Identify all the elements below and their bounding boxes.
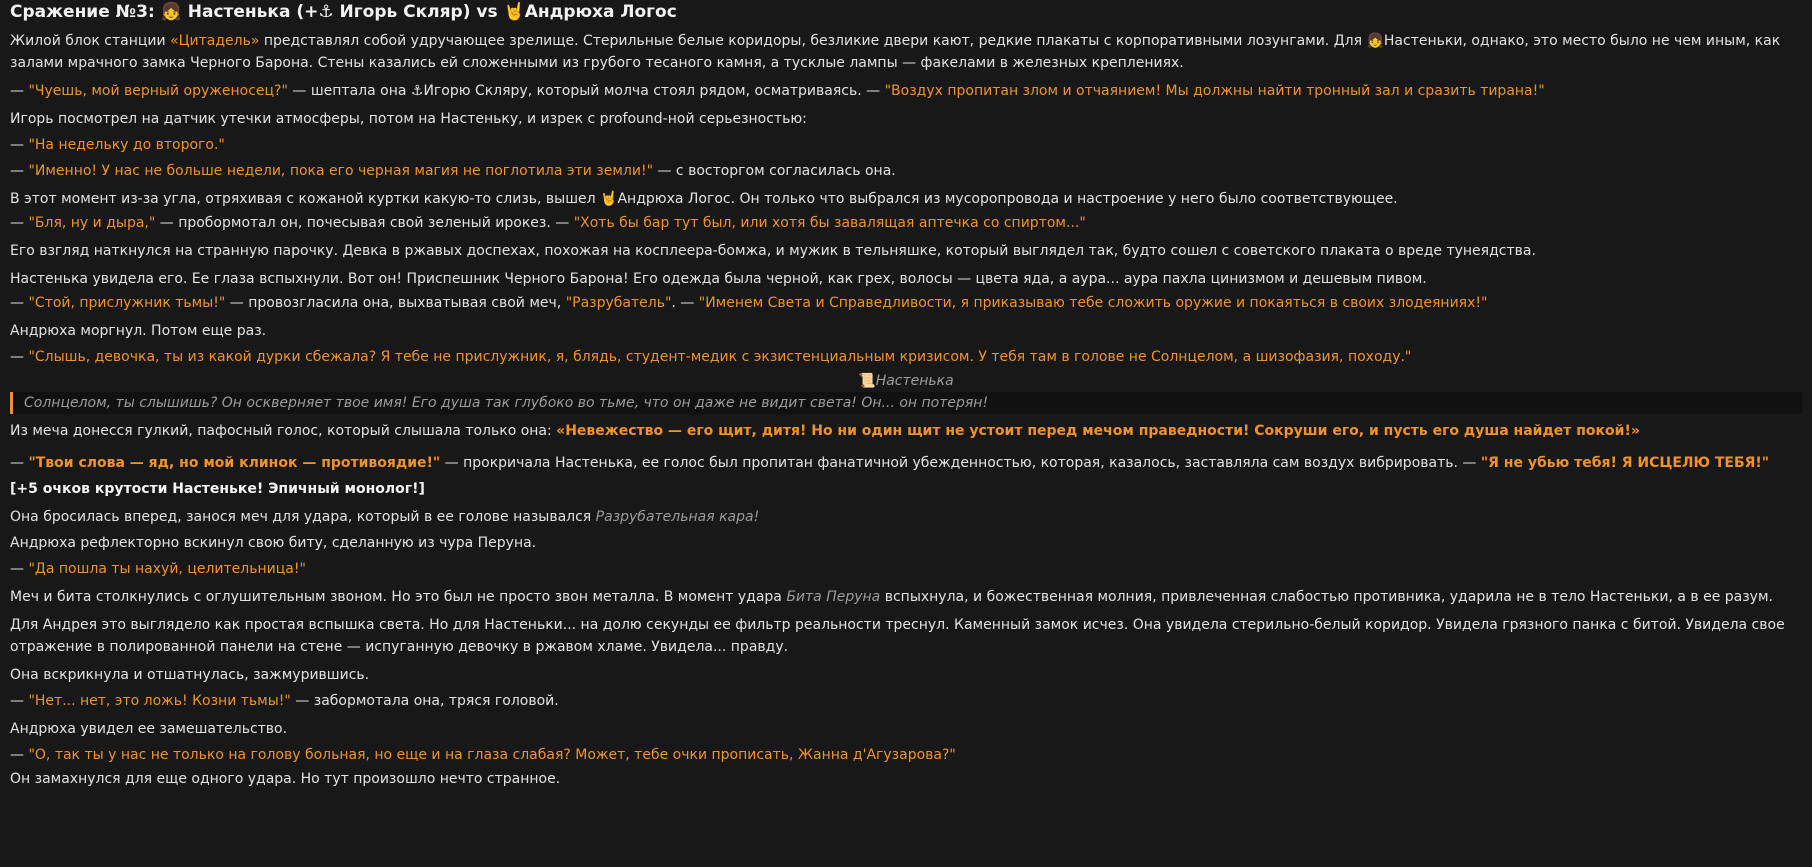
dash: — xyxy=(10,83,29,99)
inner-voice-note xyxy=(10,370,1802,414)
dash: — xyxy=(10,137,29,153)
note-quote: Солнцелом, ты слышишь? Он оскверняет твое имя! Его душа так глубоко во тьме, что он даже не видит света! Он... он потерян! xyxy=(10,392,1802,414)
dialogue-line xyxy=(10,346,1802,368)
sword-quote: «Невежество — его щит, дитя! Но ни один щит не устоит перед мечом праведности! Сокруши его, и пусть его душа найдет покой!» xyxy=(556,423,1640,439)
text: — шептала она xyxy=(287,83,411,99)
girl-emoji-icon: 👧 xyxy=(1366,33,1384,49)
paragraph-clash xyxy=(10,586,1802,608)
text: Жилой блок станции xyxy=(10,33,171,49)
attack-name: Разрубательная кара! xyxy=(595,509,760,525)
dialogue-quote: "Стой, прислужник тьмы!" xyxy=(28,295,226,311)
dialogue-line xyxy=(10,690,1802,712)
text-line: Андрюха моргнул. Потом еще раз. xyxy=(10,323,267,339)
text-line: Он замахнулся для еще одного удара. Но тут произошло нечто странное. xyxy=(10,771,561,787)
citadel-name: «Цитадель» xyxy=(170,33,260,49)
title-hero: Настенька (+ xyxy=(181,2,319,22)
dialogue-line xyxy=(10,292,1802,314)
dialogue-quote: "Именно! У нас не больше недели, пока его черная магия не поглотила эти земли!" xyxy=(28,163,654,179)
text: Из меча донесся гулкий, пафосный голос, который слышала только она: xyxy=(10,423,557,439)
dialogue-quote: "Чуешь, мой верный оруженосец?" xyxy=(28,83,288,99)
text: . — xyxy=(671,295,699,311)
anchor-icon: ⚓ xyxy=(318,2,334,22)
battle-title xyxy=(10,0,1802,23)
rock-hand-icon: 🤘 xyxy=(503,2,525,22)
dialogue-quote: "Слышь, девочка, ты из какой дурки сбежала? Я тебе не прислужник, я, блядь, студент-медик с экзистенциальным кризисом. У тебя там в голове не Солнцелом, а шизофазия, походу." xyxy=(28,349,1412,365)
dialogue-line xyxy=(10,452,1802,474)
dash: — xyxy=(10,455,29,471)
anchor-icon: ⚓ xyxy=(410,83,424,99)
text-line: Она вскрикнула и отшатнулась, зажмурившись. xyxy=(10,667,370,683)
dash: — xyxy=(10,561,29,577)
text-line: Андрюха увидел ее замешательство. xyxy=(10,721,288,737)
dialogue-quote: "На недельку до второго." xyxy=(28,137,225,153)
paragraph-igor xyxy=(10,108,1802,182)
text: представлял собой удручающее зрелище. Стерильные белые коридоры, безликие двери кают, редкие плакаты с корпоративными лозунгами. Для xyxy=(259,33,1367,49)
scroll-icon: 📜 xyxy=(858,373,876,389)
paragraph-whisper xyxy=(10,80,1802,102)
paragraph-attack xyxy=(10,506,1802,580)
dialogue-line xyxy=(10,212,1802,234)
dialogue-quote: "Именем Света и Справедливости, я приказываю тебе сложить оружие и покаяться в своих злодеяниях!" xyxy=(698,295,1488,311)
dialogue-quote: "Бля, ну и дыра," xyxy=(28,215,156,231)
paragraph-sword-voice xyxy=(10,420,1802,442)
sword-name: "Разрубатель" xyxy=(565,295,672,311)
paragraph-mockery xyxy=(10,718,1802,790)
bonus-points: [+5 очков крутости Настеньке! Эпичный монолог!] xyxy=(10,481,425,497)
text: В этот момент из-за угла, отряхивая с кожаной куртки какую-то слизь, вышел xyxy=(10,191,601,207)
title-enemy: Андрюха Логос xyxy=(524,2,677,22)
weapon-name: Бита Перуна xyxy=(786,589,881,605)
text: — провозгласила она, выхватывая свой меч, xyxy=(225,295,566,311)
title-prefix: Сражение №3: xyxy=(10,2,161,22)
dash: — xyxy=(10,295,29,311)
dash: — xyxy=(10,693,29,709)
dialogue-quote: "Хоть бы бар тут был, или хотя бы завалящая аптечка со спиртом..." xyxy=(573,215,1086,231)
text-line: Настенька увидела его. Ее глаза вспыхнули. Вот он! Приспешник Черного Барона! Его одежда была черной, как грех, волосы — цвета яда, а аура... аура пахла цинизмом и дешевым пивом. xyxy=(10,271,1427,287)
dash: — xyxy=(10,747,29,763)
dialogue-quote: "Твои слова — яд, но мой клинок — противоядие!" xyxy=(28,455,441,471)
text-line xyxy=(10,506,1802,528)
dash: — xyxy=(10,163,29,179)
dialogue-line xyxy=(10,134,1802,156)
dialogue-line xyxy=(10,160,1802,182)
text: Она бросилась вперед, занося меч для удара, который в ее голове назывался xyxy=(10,509,596,525)
text-line xyxy=(10,188,1802,210)
text: Игорю Скляру, который молча стоял рядом, осматриваясь. — xyxy=(423,83,885,99)
text-line: Андрюха рефлекторно вскинул свою биту, сделанную из чура Перуна. xyxy=(10,535,537,551)
dialogue-line xyxy=(10,744,1802,766)
text: Меч и бита столкнулись с оглушительным звоном. Но это был не просто звон металла. В момент удара xyxy=(10,589,787,605)
paragraph-andryukha-enters xyxy=(10,188,1802,234)
note-title xyxy=(10,370,1802,392)
text-line: Игорь посмотрел на датчик утечки атмосферы, потом на Настеньку, и изрек с profound-ной серьезностью: xyxy=(10,111,807,127)
dialogue-quote: "Да пошла ты нахуй, целительница!" xyxy=(28,561,306,577)
note-speaker: Настенька xyxy=(875,373,954,389)
paragraph-intro xyxy=(10,30,1802,74)
dash: — xyxy=(10,215,29,231)
dash: — xyxy=(10,349,29,365)
dialogue-quote: "О, так ты у нас не только на голову больная, но еще и на глаза слабая? Может, тебе очки прописать, Жанна д'Агузарова?" xyxy=(28,747,956,763)
title-ally: Игорь Скляр) vs xyxy=(333,2,504,22)
paragraph-recoil xyxy=(10,664,1802,712)
paragraph-glance: Его взгляд наткнулся на странную парочку. Девка в ржавых доспехах, похожая на косплеера-бомжа, и мужик в тельняшке, который выглядел так, будто сошел с советского плаката о вреде тунеядства. xyxy=(10,243,1536,259)
text: — прокричала Настенька, ее голос был пропитан фанатичной убежденностью, которая, казалось, заставляла сам воздух вибрировать. — xyxy=(440,455,1481,471)
text: — забормотала она, тряся головой. xyxy=(290,693,559,709)
dialogue-quote: "Нет... нет, это ложь! Козни тьмы!" xyxy=(28,693,291,709)
text: вспыхнула, и божественная молния, привлеченная слабостью противника, ударила не в тело Настеньки, а в ее разум. xyxy=(880,589,1773,605)
dialogue-quote: "Я не убью тебя! Я ИСЦЕЛЮ ТЕБЯ!" xyxy=(1480,455,1770,471)
paragraph-cry xyxy=(10,452,1802,500)
dialogue-line xyxy=(10,558,1802,580)
text: — с восторгом согласилась она. xyxy=(653,163,896,179)
text: Настеньки, однако, это место было не чем иным, как залами мрачного замка Черного Барона. Стены казались ей сложенными из грубого тесаного камня, а тусклые лампы — факелами в железных креплениях. xyxy=(10,33,1781,71)
paragraph-reality: Для Андрея это выглядело как простая вспышка света. Но для Настеньки... на долю секунды ее фильтр реальности треснул. Каменный замок исчез. Она увидела стерильно-белый коридор. Увидела грязного панка с битой. Увидела свое отражение в полированной панели на стене — испуганную девочку в ржавом хламе. Увидела... правду. xyxy=(10,617,1785,655)
rock-hand-icon: 🤘 xyxy=(600,191,618,207)
text: — пробормотал он, почесывая свой зеленый ирокез. — xyxy=(155,215,574,231)
girl-emoji-icon: 👧 xyxy=(160,2,182,22)
text: Андрюха Логос. Он только что выбрался из мусоропровода и настроение у него было соответствующее. xyxy=(617,191,1398,207)
paragraph-confrontation xyxy=(10,268,1802,314)
dialogue-quote: "Воздух пропитан злом и отчаянием! Мы должны найти тронный зал и сразить тирана!" xyxy=(884,83,1545,99)
paragraph-blink xyxy=(10,320,1802,368)
